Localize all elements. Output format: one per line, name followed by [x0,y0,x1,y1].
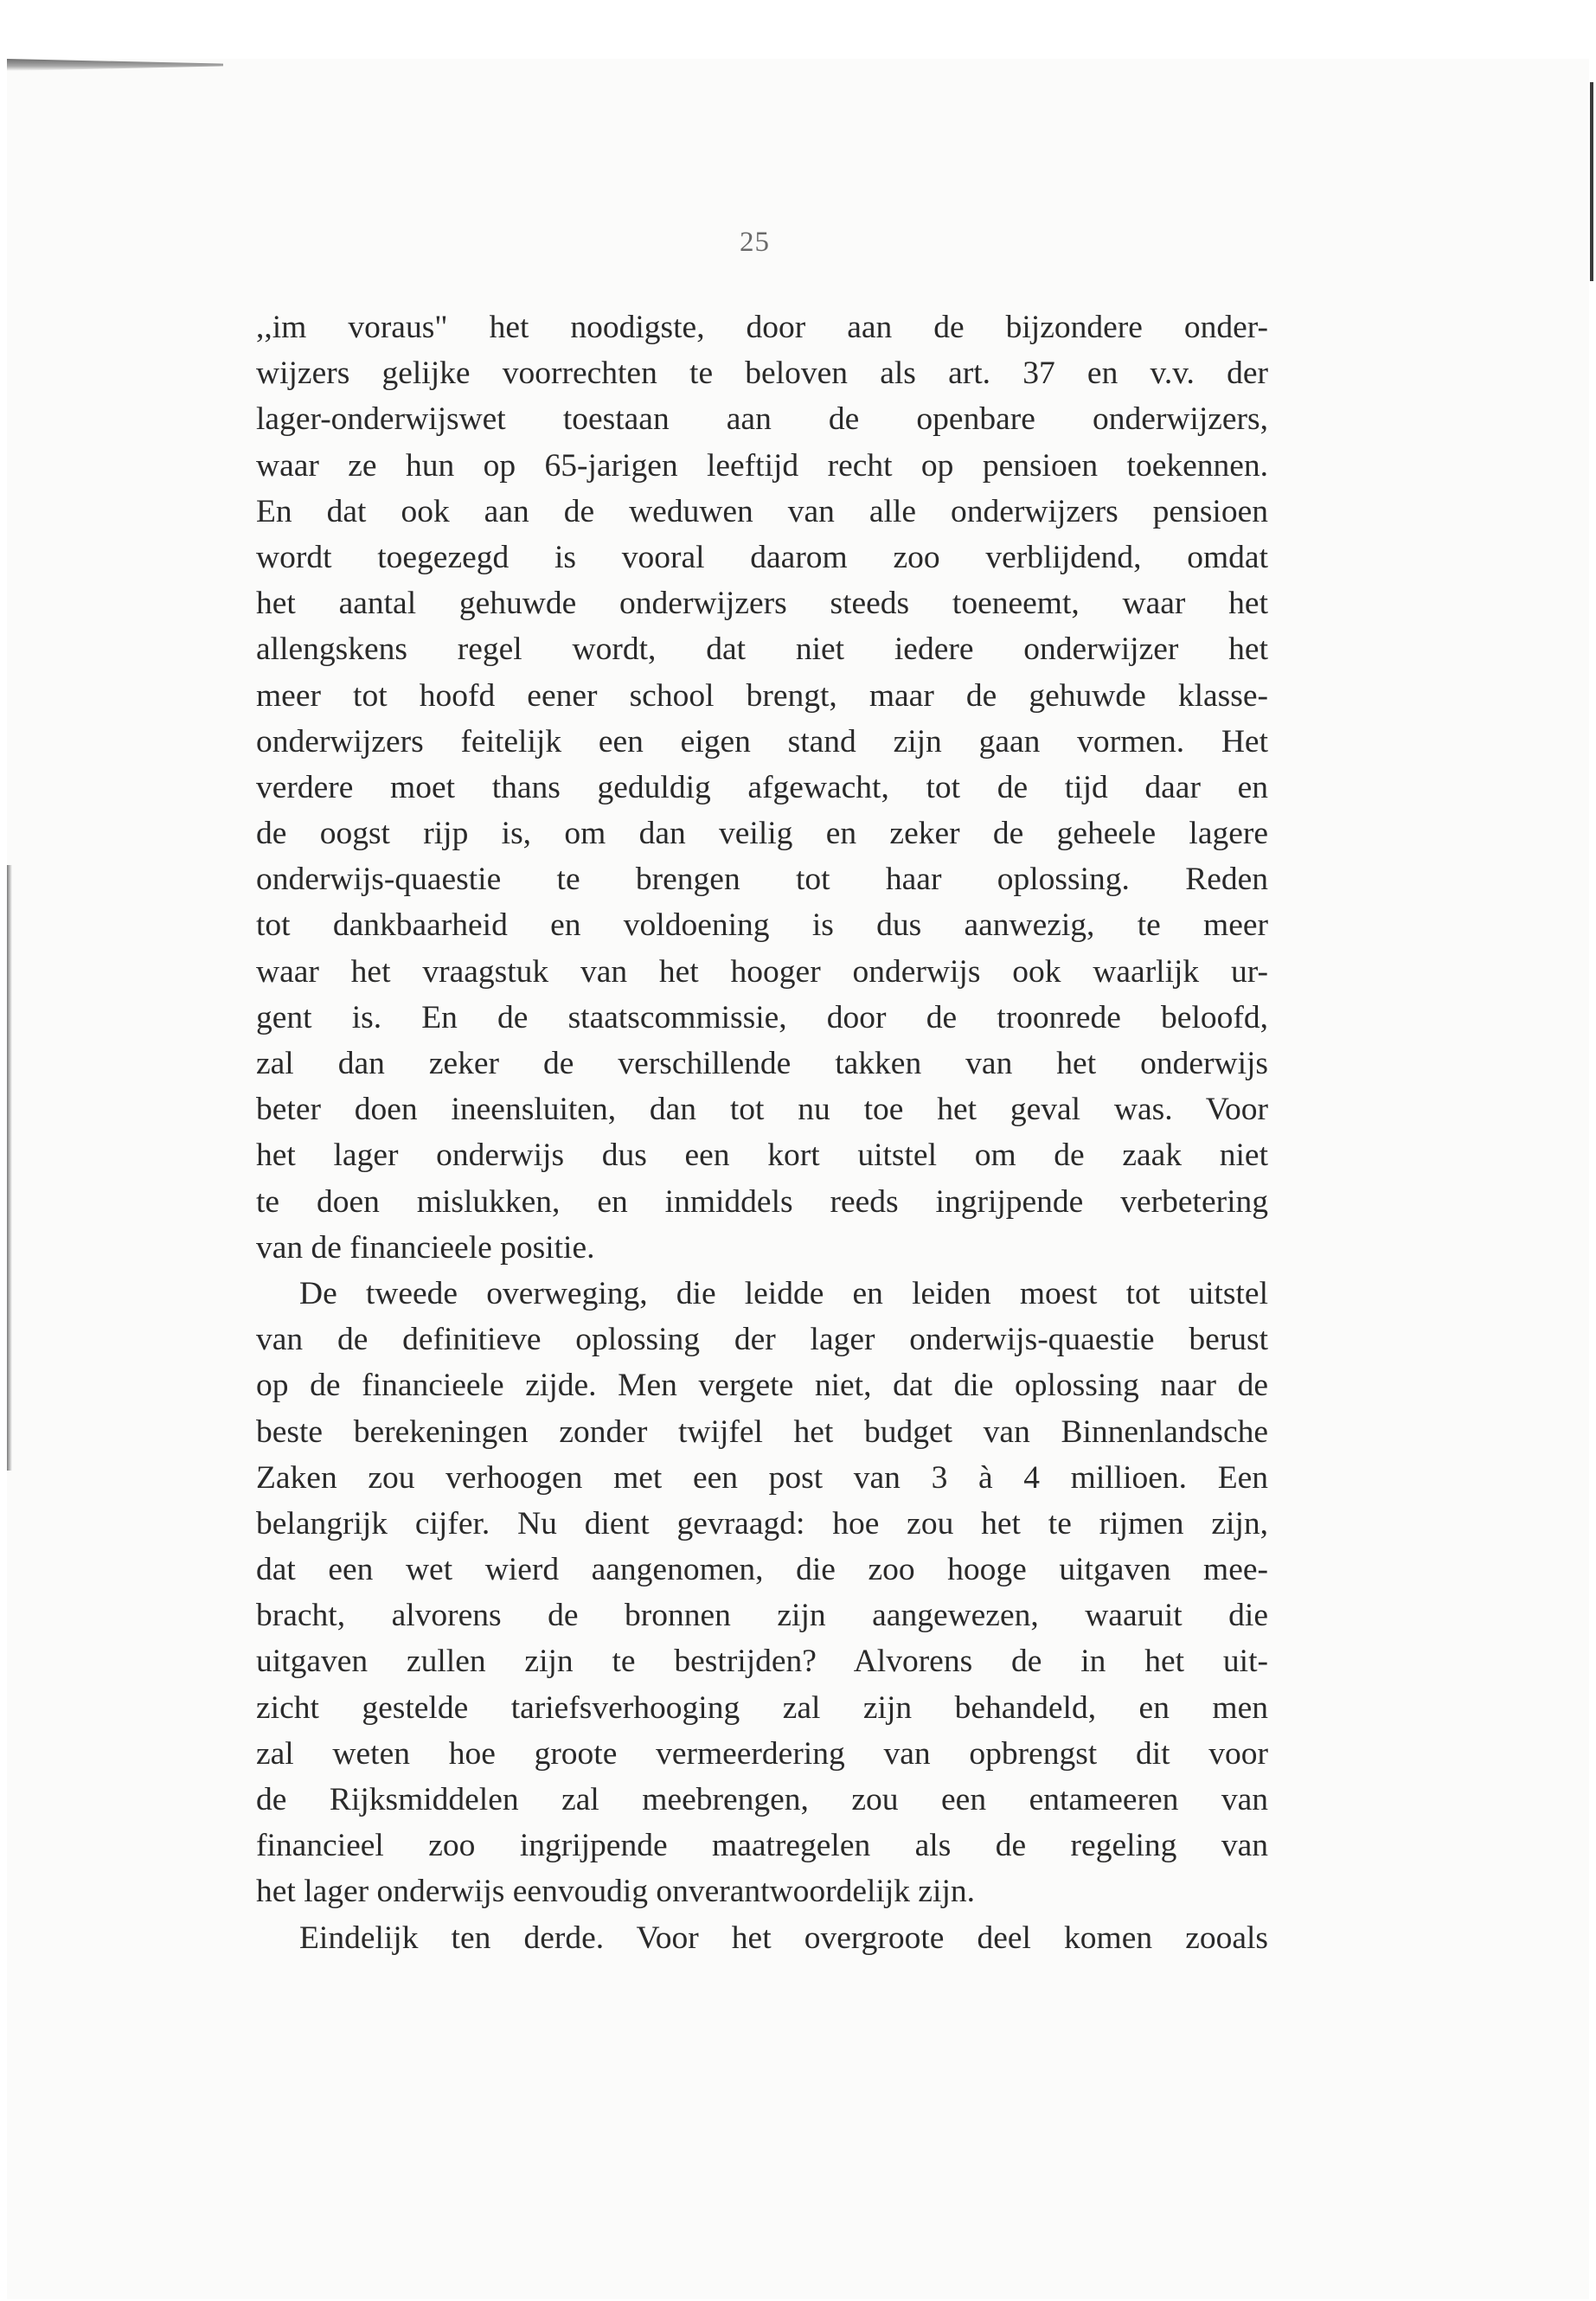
body-text [256,304,1268,1961]
text-line: allengskens regel wordt, dat niet iedere onderwijzer het [256,631,1268,668]
scan-edge-right [1590,82,1593,281]
text-line: op de financieele zijde. Men vergete niet, dat die oplossing naar de [256,1368,1268,1404]
text-line: financieel zoo ingrijpende maatregelen als de regeling van [256,1828,1268,1864]
text-line: meer tot hoofd eener school brengt, maar de gehuwde klasse- [256,677,1268,714]
text-line: het aantal gehuwde onderwijzers steeds toeneemt, waar het [256,586,1268,622]
text-line: beter doen ineensluiten, dan tot nu toe het geval was. Voor [256,1092,1268,1128]
text-line: uitgaven zullen zijn te bestrijden? Alvorens de in het uit- [256,1644,1268,1680]
text-line: van de financieele positie. [256,1229,595,1266]
text-line: En dat ook aan de weduwen van alle onderwijzers pensioen [256,493,1268,529]
text-line: Eindelijk ten derde. Voor het overgroote deel komen zooals [299,1920,1268,1956]
text-line: te doen mislukken, en inmiddels reeds ingrijpende verbetering [256,1183,1268,1220]
text-line: tot dankbaarheid en voldoening is dus aanwezig, te meer [256,907,1268,944]
text-line: het lager onderwijs dus een kort uitstel om de zaak niet [256,1138,1268,1174]
text-line: de Rijksmiddelen zal meebrengen, zou een entameeren van [256,1782,1268,1817]
text-line: zal dan zeker de verschillende takken van het onderwijs [256,1046,1268,1081]
text-line: zicht gestelde tariefsverhooging zal zijn behandeld, en men [256,1689,1268,1726]
text-line: lager-onderwijswet toestaan aan de openbare onderwijzers, [256,401,1268,438]
text-line: zal weten hoe groote vermeerdering van opbrengst dit voor [256,1735,1268,1772]
text-line: wordt toegezegd is vooral daarom zoo verblijdend, omdat [256,539,1268,575]
text-line: beste berekeningen zonder twijfel het budget van Binnenlandsche [256,1413,1268,1450]
text-line: de oogst rijp is, om dan veilig en zeker de geheele lagere [256,816,1268,852]
text-line: van de definitieve oplossing der lager onderwijs-quaestie berust [256,1322,1268,1358]
text-line: bracht, alvorens de bronnen zijn aangewezen, waaruit die [256,1598,1268,1634]
text-line: belangrijk cijfer. Nu dient gevraagd: hoe zou het te rijmen zijn, [256,1505,1268,1541]
text-line: onderwijzers feitelijk een eigen stand zijn gaan vormen. Het [256,723,1268,760]
text-line: Zaken zou verhoogen met een post van 3 à 4 millioen. Een [256,1459,1268,1496]
text-line: onderwijs-quaestie te brengen tot haar oplossing. Reden [256,862,1268,898]
text-line: dat een wet wierd aangenomen, die zoo hooge uitgaven mee- [256,1552,1268,1588]
text-line: De tweede overweging, die leidde en leiden moest tot uitstel [299,1275,1268,1311]
text-line: ,,im voraus" het noodigste, door aan de bijzondere onder- [256,310,1268,345]
page-number: 25 [740,227,770,258]
text-line: waar het vraagstuk van het hooger onderwijs ook waarlijk ur- [256,953,1268,990]
text-line: gent is. En de staatscommissie, door de troonrede beloofd, [256,999,1268,1035]
text-line: waar ze hun op 65-jarigen leeftijd recht op pensioen toekennen. [256,447,1268,484]
scan-edge-left [7,865,12,1471]
text-line: verdere moet thans geduldig afgewacht, tot de tijd daar en [256,769,1268,805]
text-line: wijzers gelijke voorrechten te beloven als art. 37 en v.v. der [256,356,1268,392]
text-line: het lager onderwijs eenvoudig onverantwoordelijk zijn. [256,1874,976,1910]
